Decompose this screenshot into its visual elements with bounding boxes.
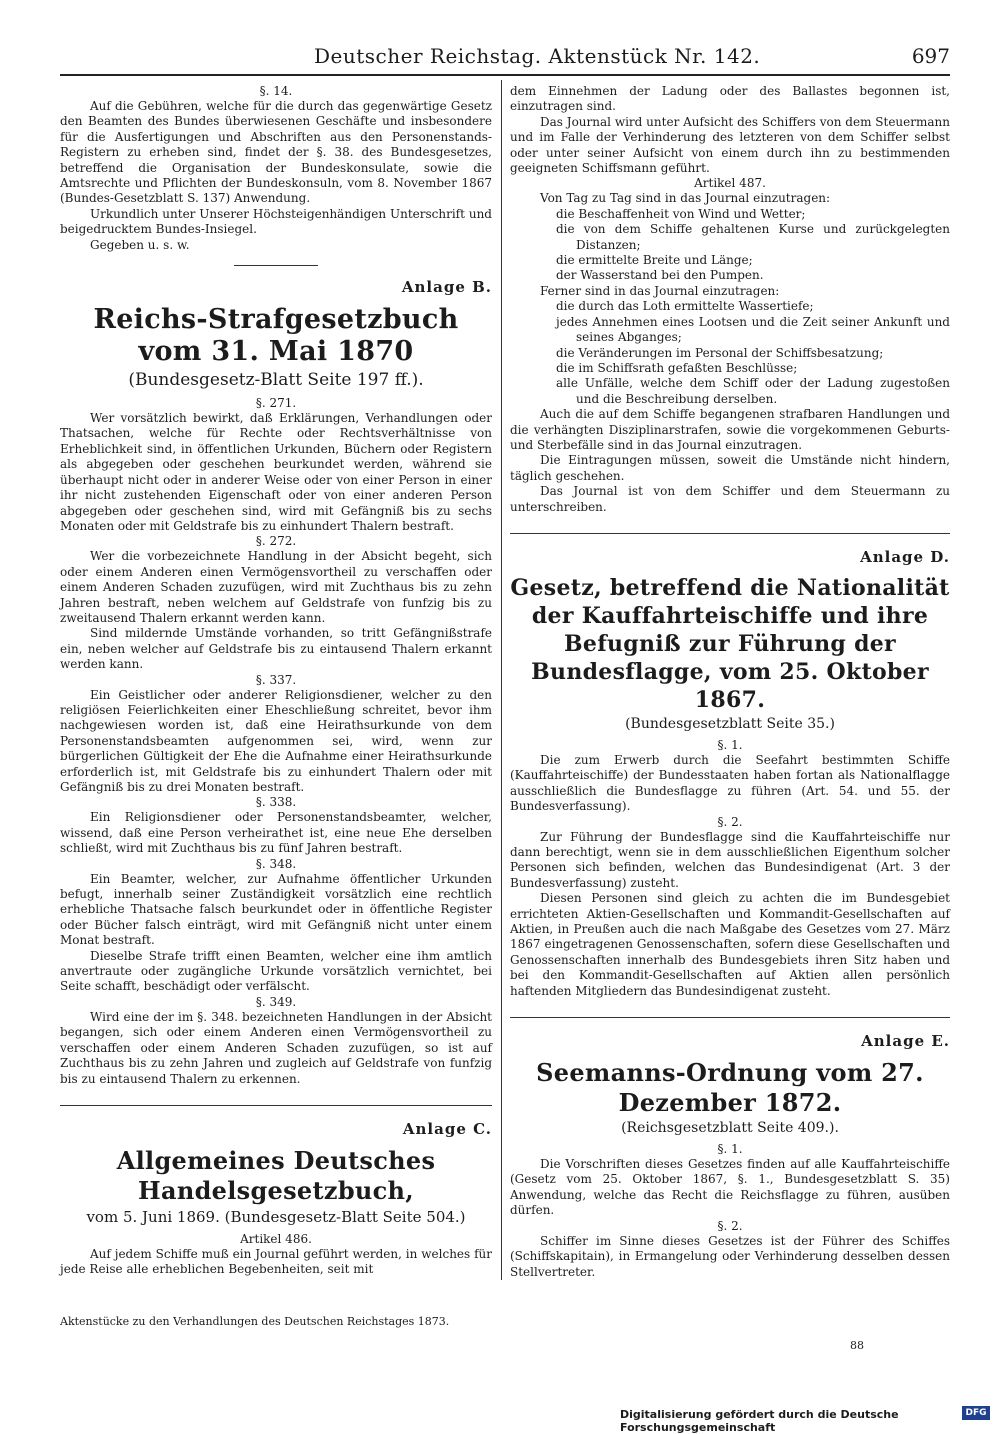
column-divider: [501, 80, 502, 1280]
paragraph: Dieselbe Strafe trifft einen Beamten, welcher eine ihm amtlich anvertraute oder zugängliche Urkunde vorsätzlich vernichtet, bei Seite schafft, beschädigt oder verfälscht.: [60, 948, 492, 994]
paragraph: Zur Führung der Bundesflagge sind die Kauffahrteischiffe nur dann berechtigt, wenn sie in dem ausschließlichen Eigenthum solcher Personen sich befinden, welchen das Bundesindigenat (Art. 3 der Bundesverfassung) zusteht.: [510, 829, 950, 890]
section-title: Seemanns-Ordnung vom 27. Dezember 1872.: [536, 1058, 924, 1118]
section-label: Artikel 486.: [240, 1231, 312, 1246]
list-item: die von dem Schiffe gehaltenen Kurse und zurückgelegten Distanzen;: [556, 222, 950, 252]
paragraph: Auch die auf dem Schiffe begangenen strafbaren Handlungen und die verhängten Disziplinarstrafen, sowie die vorgekommenen Geburts- und Sterbefälle sind in das Journal einzutragen.: [510, 407, 950, 452]
section-label: §. 349.: [255, 994, 297, 1009]
paragraph: Die Vorschriften dieses Gesetzes finden auf alle Kauffahrteischiffe (Gesetz vom 25. Oktober 1867, §. 1., Bundesgesetzblatt S. 35) Anwendung, welche das Recht die Reichsflagge zu führen, ausüben dürfen.: [510, 1157, 950, 1218]
paragraph: Ein Geistlicher oder anderer Religionsdiener, welcher zu den religiösen Feierlichkeiten einer Eheschließung schreitet, bevor ihm nachgewiesen worden ist, daß eine Heirathsurkunde von dem Personenstandsbeamten aufgenommen sei, wird, wenn zur bürgerlichen Gültigkeit der Ehe die Aufnahme einer Heirathsurkunde erforderlich ist, mit Geldstrafe bis zu einhundert Thalern oder mit Gefängniß bis zu drei Monaten bestraft.: [60, 687, 492, 794]
left-column: [60, 84, 492, 1278]
paragraph: Sind mildernde Umstände vorhanden, so tritt Gefängnißstrafe ein, neben welcher auf Geldstrafe bis zu eintausend Thalern erkannt werden kann.: [60, 626, 492, 672]
divider: [510, 1017, 950, 1018]
paragraph: Auf jedem Schiffe muß ein Journal geführt werden, in welches für jede Reise alle erheblichen Begebenheiten, seit mit: [60, 1246, 492, 1277]
list-item: die ermittelte Breite und Länge;: [556, 253, 753, 268]
section-label: §. 348.: [255, 856, 297, 871]
paragraph: Diesen Personen sind gleich zu achten die im Bundesgebiet errichteten Aktien-Gesellschaften und Kommandit-Gesellschaften auf Aktien, in Preußen auch die nach Maßgabe des Gesetzes vom 27. März 1867 eingetragenen Genossenschaften, sofern diese Gesellschaften und Genossenschaften innerhalb des Bundesgebiets ihren Sitz haben und bei den Kommandit-Gesellschaften auf Aktien allen persönlich haftenden Mitgliedern das Bundesindigenat zusteht.: [510, 891, 950, 998]
paragraph: Wer vorsätzlich bewirkt, daß Erklärungen, Verhandlungen oder Thatsachen, welche für Rechte oder Rechtsverhältnisse von Erheblichkeit sind, in öffentlichen Urkunden, Büchern oder Registern als abgegeben oder geschehen beurkundet werden, während sie überhaupt nicht oder in anderer Weise oder von einer Person in einer ihr nicht zustehenden Eigenschaft oder von einer anderen Person abgegeben oder geschehen sind, wird mit Gefängniß bis zu sechs Monaten oder mit Geldstrafe bis zu einhundert Thalern bestraft.: [60, 411, 492, 533]
section-subtitle: (Reichsgesetzblatt Seite 409.).: [621, 1120, 839, 1137]
anlage-label: Anlage C.: [402, 1119, 492, 1138]
paragraph: Wer die vorbezeichnete Handlung in der Absicht begeht, sich oder einem Anderen einen Vermögensvortheil zu verschaffen oder einem Anderen Schaden zuzufügen, wird mit Zuchthaus bis zu zehn Jahren bestraft, neben welchem auf Geldstrafe von funfzig bis zu zweitausend Thalern erkannt werden kann.: [60, 549, 492, 625]
paragraph: Von Tag zu Tag sind in das Journal einzutragen:: [540, 191, 831, 206]
section-label: §. 1.: [717, 737, 743, 752]
section-label: §. 14.: [259, 84, 293, 98]
section-label: §. 2.: [717, 1218, 743, 1233]
paragraph: Das Journal wird unter Aufsicht des Schiffers von dem Steuermann und im Falle der Verhinderung des letzteren von dem Schiffer selbst oder unter seiner Aufsicht von einem durch ihn zu bestimmenden geeigneten Schiffsmann geführt.: [510, 114, 950, 176]
section-label: §. 272.: [255, 534, 297, 549]
list-item: jedes Annehmen eines Lootsen und die Zeit seiner Ankunft und seines Abganges;: [556, 314, 950, 345]
paragraph: Die zum Erwerb durch die Seefahrt bestimmten Schiffe (Kauffahrteischiffe) der Bundesstaaten haben fortan als Nationalflagge ausschließlich die Bundesflagge zu führen (Art. 54. und 55. der Bundesverfassung).: [510, 752, 950, 814]
paragraph: Ein Religionsdiener oder Personenstandsbeamter, welcher, wissend, daß eine Person verheirathet ist, eine neue Ehe derselben schließt, wird mit Zuchthaus bis zu fünf Jahren bestraft.: [60, 810, 492, 856]
digitization-note: Digitalisierung gefördert durch die Deutsche Forschungsgemeinschaft: [620, 1408, 899, 1434]
paragraph: Auf die Gebühren, welche für die durch das gegenwärtige Gesetz den Beamten des Bundes überwiesenen Geschäfte und insbesondere für die Ausfertigungen und Abschriften aus den Personenstands-Registern zu erheben sind, findet der §. 38. des Bundesgesetzes, betreffend die Organisation der Bundeskonsulate, sowie die Amtsrechte und Pflichten der Bundeskonsuln, vom 8. November 1867 (Bundes-Gesetzblatt S. 137) Anwendung.: [60, 99, 492, 206]
list-item: der Wasserstand bei den Pumpen.: [556, 268, 764, 283]
paragraph: Wird eine der im §. 348. bezeichneten Handlungen in der Absicht begangen, sich oder einem Anderen einen Vermögensvortheil zu verschaffen oder einem Anderen Schaden zuzufügen, so ist auf Zuchthaus bis zu zehn Jahren und zugleich auf Geldstrafe von funfzig bis zu eintausend Thalern zu erkennen.: [60, 1009, 492, 1086]
section-subtitle: vom 5. Juni 1869. (Bundesgesetz-Blatt Seite 504.): [86, 1207, 466, 1226]
anlage-label: Anlage D.: [860, 547, 950, 566]
divider: [234, 265, 318, 266]
section-title: Reichs-Strafgesetzbuch vom 31. Mai 1870: [93, 304, 459, 368]
divider: [60, 1105, 492, 1106]
list-item: alle Unfälle, welche dem Schiff oder der Ladung zugestoßen und die Beschreibung derselben.: [556, 376, 950, 406]
paragraph: dem Einnehmen der Ladung oder des Ballastes begonnen ist, einzutragen sind.: [510, 84, 950, 114]
paragraph: Urkundlich unter Unserer Höchsteigenhändigen Unterschrift und beigedrucktem Bundes-Insiegel.: [60, 206, 492, 237]
section-label: §. 271.: [255, 396, 297, 411]
section-label: §. 2.: [717, 814, 743, 829]
section-subtitle: (Bundesgesetzblatt Seite 35.): [625, 715, 835, 732]
section-label: §. 1.: [717, 1142, 743, 1157]
signature-number: 88: [850, 1339, 864, 1352]
page-number: 697: [911, 44, 950, 68]
list-item: die Beschaffenheit von Wind und Wetter;: [556, 206, 806, 221]
anlage-label: Anlage B.: [401, 278, 492, 297]
page-header: [60, 42, 950, 76]
divider: [510, 533, 950, 534]
anlage-label: Anlage E.: [861, 1032, 950, 1051]
paragraph: Ein Beamter, welcher, zur Aufnahme öffentlicher Urkunden befugt, innerhalb seiner Zuständigkeit vorsätzlich eine rechtlich erhebliche Thatsache falsch beurkundet oder in öffentliche Register oder Bücher falsch einträgt, wird mit Gefängniß nicht unter einem Monat bestraft.: [60, 871, 492, 948]
footer-note: Aktenstücke zu den Verhandlungen des Deutschen Reichstages 1873.: [60, 1315, 450, 1328]
right-column: [510, 84, 950, 1280]
section-subtitle: (Bundesgesetz-Blatt Seite 197 ff.).: [128, 370, 424, 391]
paragraph: Schiffer im Sinne dieses Gesetzes ist der Führer des Schiffes (Schiffskapitain), in Ermangelung oder Verhinderung desselben dessen Stellvertreter.: [510, 1233, 950, 1279]
paragraph: Das Journal ist von dem Schiffer und dem Steuermann zu unterschreiben.: [510, 484, 950, 514]
paragraph: Gegeben u. s. w.: [90, 237, 190, 252]
paragraph: Die Eintragungen müssen, soweit die Umstände nicht hindern, täglich geschehen.: [510, 453, 950, 483]
section-label: §. 338.: [255, 795, 297, 810]
list-item: die durch das Loth ermittelte Wassertiefe;: [556, 299, 814, 314]
list-item: die im Schiffsrath gefaßten Beschlüsse;: [556, 360, 798, 375]
list-item: die Veränderungen im Personal der Schiffsbesatzung;: [556, 345, 884, 360]
header-title: Deutscher Reichstag. Aktenstück Nr. 142.: [314, 44, 761, 68]
section-title: Allgemeines Deutsches Handelsgesetzbuch,: [116, 1145, 436, 1205]
section-title: Gesetz, betreffend die Nationalität der Kauffahrteischiffe und ihre Befugniß zur Führung der Bundesflagge, vom 25. Oktober 1867.: [510, 574, 950, 713]
paragraph: Ferner sind in das Journal einzutragen:: [540, 283, 780, 298]
dfg-logo: DFG: [962, 1406, 990, 1420]
section-label: §. 337.: [255, 672, 297, 687]
section-label: Artikel 487.: [694, 176, 766, 191]
